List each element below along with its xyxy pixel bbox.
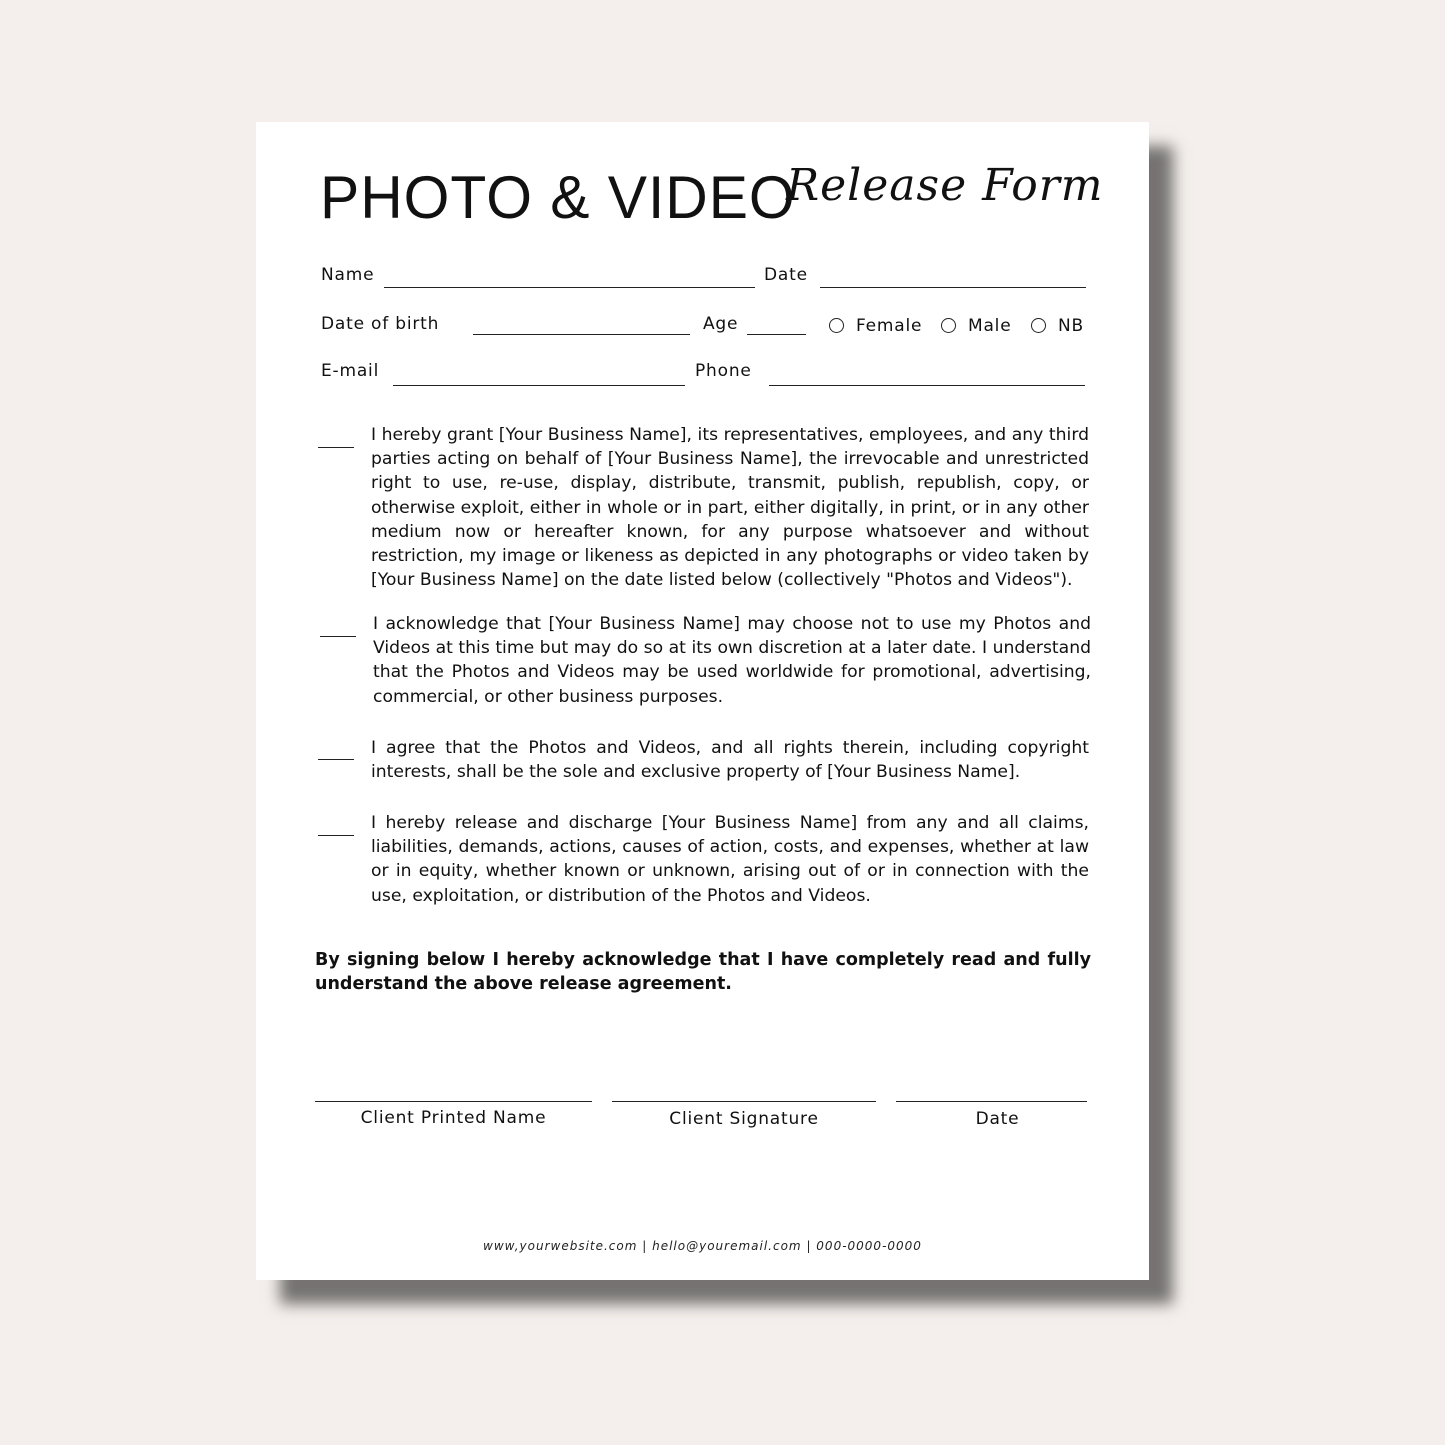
name-field[interactable] — [384, 287, 755, 288]
release-form-page — [256, 122, 1149, 1280]
radio-male[interactable] — [941, 318, 956, 333]
date-field[interactable] — [820, 287, 1086, 288]
age-label: Age — [703, 314, 739, 334]
radio-female[interactable] — [829, 318, 844, 333]
signature-label: Client Signature — [669, 1109, 819, 1129]
clause-initial-blank[interactable] — [318, 447, 354, 448]
radio-nb[interactable] — [1031, 318, 1046, 333]
option-male-label: Male — [968, 316, 1012, 336]
dob-label: Date of birth — [321, 314, 440, 334]
age-field[interactable] — [747, 334, 806, 335]
printed-name-label: Client Printed Name — [360, 1108, 547, 1128]
form-title-script: Release Form — [786, 160, 1104, 211]
acknowledgement-text: By signing below I hereby acknowledge that I have completely read and fully understand the above release agreement. — [315, 950, 1091, 995]
phone-field[interactable] — [769, 385, 1085, 386]
date-label: Date — [764, 265, 808, 285]
footer-contact: www,yourwebsite.com | hello@youremail.com | 000-0000-0000 — [483, 1239, 922, 1253]
phone-label: Phone — [695, 361, 752, 381]
printed-name-line[interactable] — [315, 1101, 592, 1102]
email-field[interactable] — [393, 385, 685, 386]
clause-text: I agree that the Photos and Videos, and all rights therein, including copyright interests, shall be the sole and exclusive property of [Your Business Name]. — [371, 738, 1089, 783]
signature-date-label: Date — [975, 1109, 1020, 1129]
option-nb-label: NB — [1058, 316, 1084, 336]
clause-text: I acknowledge that [Your Business Name] may choose not to use my Photos and Videos at this time but may do so at its own discretion at a later date. I understand that the Photos and Videos may be used worldwide for promotional, advertising, commercial, or other business purposes. — [373, 614, 1091, 707]
clause-initial-blank[interactable] — [318, 759, 354, 760]
option-female-label: Female — [856, 316, 923, 336]
name-label: Name — [321, 265, 375, 285]
clause-text: I hereby release and discharge [Your Business Name] from any and all claims, liabilities, demands, actions, causes of action, costs, and expenses, whether at law or in equity, whether known or unknown, arising out of or in connection with the use, exploitation, or distribution of the Photos and Videos. — [371, 813, 1089, 906]
form-title: PHOTO & VIDEO — [320, 164, 796, 231]
email-label: E-mail — [321, 361, 380, 381]
signature-date-line[interactable] — [896, 1101, 1087, 1102]
clause-initial-blank[interactable] — [318, 835, 354, 836]
signature-line[interactable] — [612, 1101, 876, 1102]
clause-text: I hereby grant [Your Business Name], its representatives, employees, and any third parties acting on behalf of [Your Business Name], the irrevocable and unrestricted right to use, re-use, display, distribute, transmit, publish, republish, copy, or otherwise exploit, either in whole or in part, either digitally, in print, or in any other medium now or hereafter known, for any purpose whatsoever and without restriction, my image or likeness as depicted in any photographs or video taken by [Your Business Name] on the date listed below (collectively "Photos and Videos"). — [371, 425, 1089, 591]
clause-initial-blank[interactable] — [320, 636, 356, 637]
dob-field[interactable] — [473, 334, 690, 335]
